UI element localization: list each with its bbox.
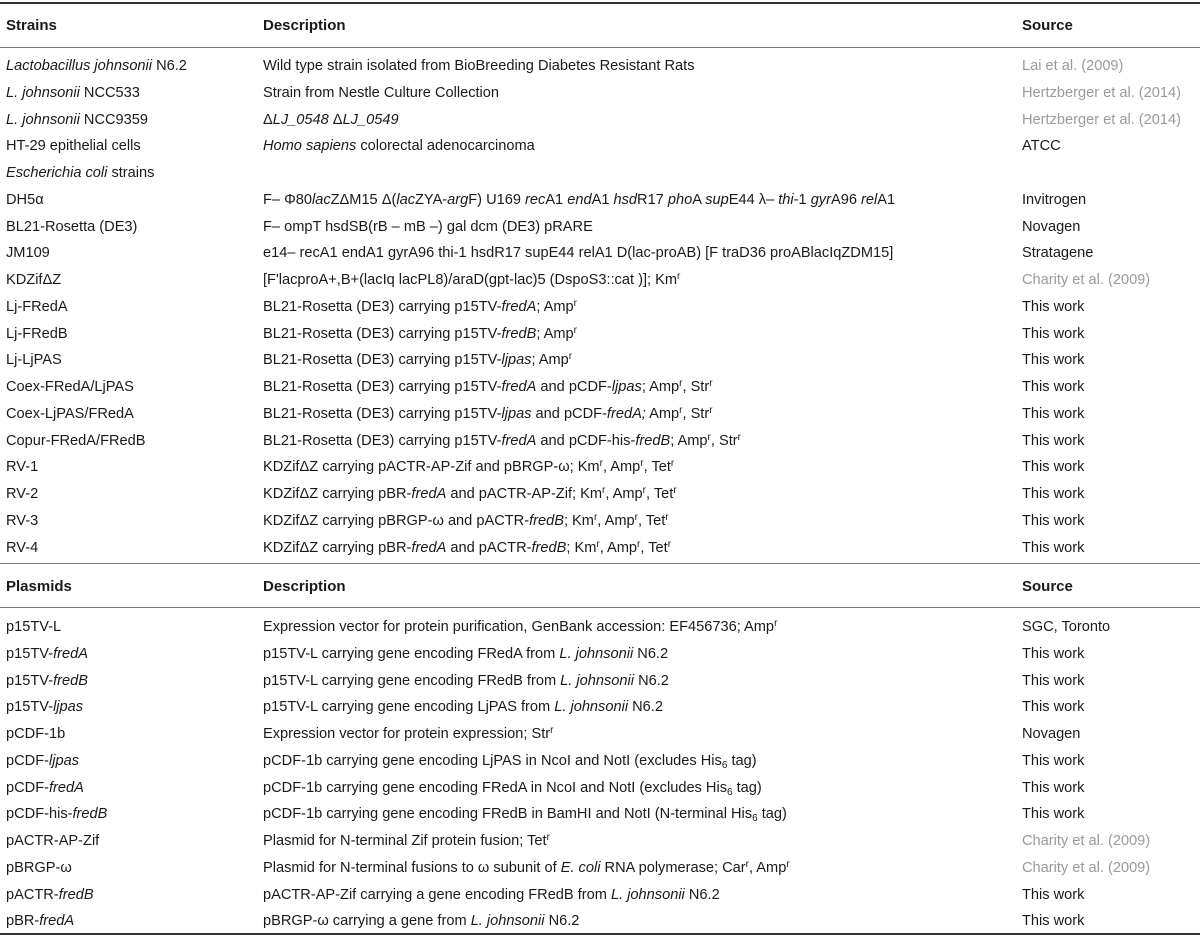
strain-name: HT-29 epithelial cells <box>6 138 141 155</box>
strain-row <box>0 187 1200 213</box>
plasmid-description: pCDF-1b carrying gene encoding FRedB in BamHI and NotI (N-terminal His$_6$ tag) <box>263 806 787 825</box>
plasmid-row <box>0 721 1200 747</box>
strain-source: This work <box>1022 325 1085 342</box>
plasmid-description: pCDF-1b carrying gene encoding LjPAS in NcoI and NotI (excludes His$_6$ tag) <box>263 752 757 771</box>
strain-description: BL21-Rosetta (DE3) carrying p15TV-fredA; Amp$^r$ <box>263 297 578 315</box>
plasmid-description: Expression vector for protein purification, GenBank accession: EF456736; Amp$^r$ <box>263 618 778 635</box>
plasmids-header-row <box>0 567 1200 607</box>
plasmid-name: pBR-fredA <box>6 913 75 930</box>
strain-description: F– ompT hsdSB(rB – mB –) gal dcm (DE3) pRARE <box>263 218 593 235</box>
strain-source: This work <box>1022 486 1085 502</box>
plasmid-row <box>0 694 1200 720</box>
strain-source: Hertzberger et al. (2014) <box>1022 111 1181 128</box>
plasmid-source: Charity et al. (2009) <box>1022 859 1151 876</box>
strain-row <box>0 214 1200 240</box>
plasmids-source-header: Source <box>1022 578 1073 595</box>
strain-name: BL21-Rosetta (DE3) <box>6 218 138 235</box>
plasmid-description: pBRGP-ω carrying a gene from L. johnsonii N6.2 <box>263 913 580 930</box>
strain-source: This work <box>1022 459 1085 476</box>
top-rule <box>0 2 1200 4</box>
strain-description: BL21-Rosetta (DE3) carrying p15TV-fredA and pCDF-ljpas; Amp$^r$, Str$^r$ <box>263 378 713 395</box>
strain-name: RV-4 <box>6 539 39 556</box>
strain-description: [F'lacproA+,B+(lacIq lacPL8)/araD(gpt-lac)5 (DspoS3::cat )]; Km$^r$ <box>263 271 681 288</box>
strains-header-rule <box>0 47 1200 48</box>
strain-name: Coex-LjPAS/FRedA <box>6 405 134 422</box>
plasmid-name: p15TV-fredB <box>6 672 88 689</box>
plasmid-name: p15TV-fredA <box>6 645 88 662</box>
plasmid-description: p15TV-L carrying gene encoding FRedB from L. johnsonii N6.2 <box>263 672 669 689</box>
strain-name: DH5α <box>6 191 44 208</box>
strain-source: This work <box>1022 512 1085 529</box>
plasmid-row <box>0 882 1200 908</box>
strain-description: BL21-Rosetta (DE3) carrying p15TV-fredA and pCDF-his-fredB; Amp$^r$, Str$^r$ <box>263 431 741 449</box>
strain-row <box>0 535 1200 561</box>
strain-source: This work <box>1022 405 1085 422</box>
plasmid-row <box>0 748 1200 774</box>
strain-row <box>0 80 1200 106</box>
strain-description: KDZifΔZ carrying pBR-fredA and pACTR-AP-Zif; Km$^r$, Amp$^r$, Tet$^r$ <box>263 485 677 502</box>
strain-row <box>0 401 1200 427</box>
strain-source: Charity et al. (2009) <box>1022 272 1151 288</box>
strain-description: Strain from Nestle Culture Collection <box>263 84 500 101</box>
plasmid-source: This work <box>1022 645 1085 662</box>
plasmids-header-label: Plasmids <box>6 578 72 595</box>
strain-description: F– Φ80lacZΔM15 Δ(lacZYA-argF) U169 recA1 endA1 hsdR17 phoA supE44 λ– thi-1 gyrA96 relA1 <box>263 191 896 208</box>
plasmid-source: SGC, Toronto <box>1022 619 1111 635</box>
strain-description: e14– recA1 endA1 gyrA96 thi-1 hsdR17 supE44 relA1 D(lac-proAB) [F traD36 proABlacIqZDM15] <box>263 245 894 262</box>
plasmid-name: pCDF-fredA <box>6 779 84 796</box>
strain-name: Coex-FRedA/LjPAS <box>6 379 134 395</box>
strain-name: L. johnsonii NCC9359 <box>6 111 148 128</box>
strains-header-label: Strains <box>6 17 57 34</box>
strain-row <box>0 294 1200 320</box>
plasmid-source: This work <box>1022 886 1085 903</box>
strains-header-row <box>0 6 1200 46</box>
strain-description: BL21-Rosetta (DE3) carrying p15TV-fredB; Amp$^r$ <box>263 324 578 342</box>
plasmid-description: Plasmid for N-terminal Zif protein fusion; Tet$^r$ <box>263 832 550 849</box>
strain-name: RV-3 <box>6 512 39 529</box>
plasmid-name: pCDF-1b <box>6 726 66 742</box>
strain-name: L. johnsonii NCC533 <box>6 84 140 101</box>
strain-name: Lj-LjPAS <box>6 352 62 369</box>
strain-description: KDZifΔZ carrying pACTR-AP-Zif and pBRGP-ω; Km$^r$, Amp$^r$, Tet$^r$ <box>263 458 675 476</box>
plasmid-row <box>0 614 1200 640</box>
strain-source: Hertzberger et al. (2014) <box>1022 84 1181 101</box>
strain-source: This work <box>1022 432 1085 449</box>
plasmid-source: This work <box>1022 672 1085 689</box>
plasmid-description: pACTR-AP-Zif carrying a gene encoding FRedB from L. johnsonii N6.2 <box>263 886 720 903</box>
plasmid-description: Plasmid for N-terminal fusions to ω subunit of E. coli RNA polymerase; Car$^r$, Amp$^r$ <box>263 858 790 876</box>
plasmid-source: Novagen <box>1022 726 1081 742</box>
strain-description: ΔLJ_0548 ΔLJ_0549 <box>263 111 399 128</box>
plasmid-row <box>0 775 1200 801</box>
plasmid-source: This work <box>1022 913 1085 930</box>
strain-description: BL21-Rosetta (DE3) carrying p15TV-ljpas; Amp$^r$ <box>263 351 573 369</box>
plasmid-name: pACTR-fredB <box>6 886 94 903</box>
strain-description: KDZifΔZ carrying pBR-fredA and pACTR-fredB; Km$^r$, Amp$^r$, Tet$^r$ <box>263 538 672 556</box>
plasmid-description: p15TV-L carrying gene encoding FRedA from L. johnsonii N6.2 <box>263 645 669 662</box>
strain-description: BL21-Rosetta (DE3) carrying p15TV-ljpas and pCDF-fredA; Amp$^r$, Str$^r$ <box>263 404 713 422</box>
strain-name: Lactobacillus johnsonii N6.2 <box>6 58 187 74</box>
strain-row <box>0 133 1200 159</box>
strain-source: This work <box>1022 352 1085 369</box>
plasmid-name: p15TV-L <box>6 619 62 635</box>
strain-row <box>0 240 1200 266</box>
strain-source: This work <box>1022 298 1085 315</box>
plasmid-description: Expression vector for protein expression; Str$^r$ <box>263 725 554 742</box>
strains-description-header: Description <box>263 17 346 34</box>
strain-description: KDZifΔZ carrying pBRGP-ω and pACTR-fredB; Km$^r$, Amp$^r$, Tet$^r$ <box>263 511 669 529</box>
strain-source: This work <box>1022 539 1085 556</box>
plasmid-row <box>0 908 1200 934</box>
bottom-rule <box>0 933 1200 935</box>
strain-source: This work <box>1022 379 1085 395</box>
plasmid-name: pCDF-his-fredB <box>6 806 108 823</box>
plasmid-source: This work <box>1022 779 1085 796</box>
plasmids-description-header: Description <box>263 578 346 595</box>
plasmid-row <box>0 801 1200 827</box>
strain-row <box>0 107 1200 133</box>
strain-row <box>0 481 1200 507</box>
plasmid-name: p15TV-ljpas <box>6 699 84 716</box>
plasmid-name: pACTR-AP-Zif <box>6 833 100 849</box>
plasmid-row <box>0 828 1200 854</box>
strain-source: Stratagene <box>1022 245 1094 262</box>
strain-row <box>0 347 1200 373</box>
section-divider-rule <box>0 563 1200 564</box>
strain-row <box>0 53 1200 79</box>
plasmid-source: This work <box>1022 752 1085 769</box>
plasmids-header-rule <box>0 607 1200 608</box>
strain-name: KDZifΔZ <box>6 272 62 288</box>
plasmid-row <box>0 855 1200 881</box>
plasmid-source: This work <box>1022 699 1085 716</box>
strain-source: ATCC <box>1022 138 1061 155</box>
plasmid-source: This work <box>1022 806 1085 823</box>
strain-name: RV-1 <box>6 459 39 476</box>
strain-name: Lj-FRedA <box>6 298 68 315</box>
strain-description: Homo sapiens colorectal adenocarcinoma <box>263 138 535 155</box>
strain-row <box>0 428 1200 454</box>
plasmid-description: p15TV-L carrying gene encoding LjPAS from L. johnsonii N6.2 <box>263 699 663 716</box>
plasmid-name: pBRGP-ω <box>6 859 72 876</box>
strain-row <box>0 454 1200 480</box>
plasmid-row <box>0 641 1200 667</box>
strain-row <box>0 374 1200 400</box>
strain-name: Escherichia coli strains <box>6 165 155 181</box>
plasmid-description: pCDF-1b carrying gene encoding FRedA in NcoI and NotI (excludes His$_6$ tag) <box>263 779 762 798</box>
strain-description: Wild type strain isolated from BioBreeding Diabetes Resistant Rats <box>263 58 695 74</box>
strain-row <box>0 267 1200 293</box>
strain-name: RV-2 <box>6 486 39 502</box>
strain-source: Invitrogen <box>1022 191 1087 208</box>
strain-row <box>0 160 1200 186</box>
strain-name: Lj-FRedB <box>6 325 68 342</box>
plasmid-source: Charity et al. (2009) <box>1022 833 1151 849</box>
strains-source-header: Source <box>1022 17 1073 34</box>
strain-name: JM109 <box>6 245 50 262</box>
plasmid-row <box>0 668 1200 694</box>
strain-source: Lai et al. (2009) <box>1022 58 1124 74</box>
plasmid-name: pCDF-ljpas <box>6 752 79 769</box>
strain-row <box>0 321 1200 347</box>
strain-source: Novagen <box>1022 218 1081 235</box>
strain-row <box>0 508 1200 534</box>
strain-name: Copur-FRedA/FRedB <box>6 432 146 449</box>
